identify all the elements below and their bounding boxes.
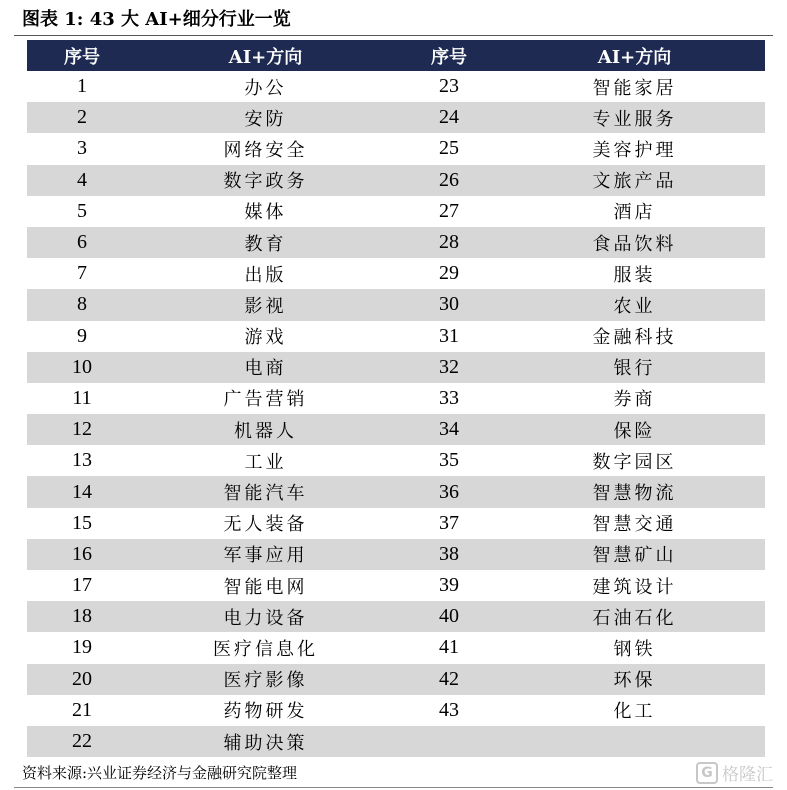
cell-right-number: 42: [394, 664, 504, 695]
industry-table: [27, 40, 765, 757]
cell-right-direction: 酒店: [613, 202, 656, 224]
table-row: [27, 133, 765, 164]
cell-left-number: 3: [77, 137, 87, 160]
cell-left-direction: 媒体: [244, 202, 287, 224]
table-row: [27, 321, 765, 352]
cell-right-direction: 银行: [504, 352, 765, 383]
cell-right-number: 32: [394, 352, 504, 383]
cell-left-number: 11: [72, 386, 92, 409]
table-row: [27, 508, 765, 539]
cell-left-number: 14: [27, 476, 137, 507]
table-row: [27, 695, 765, 726]
table-row: [27, 227, 765, 258]
cell-right-direction: 智慧交通: [592, 514, 677, 536]
cell-left-direction: 数字政务: [137, 165, 394, 196]
cell-right-direction: 石油石化: [504, 601, 765, 632]
cell-right-number: 27: [439, 199, 459, 222]
table-row: [27, 352, 765, 383]
table-row: [27, 71, 765, 102]
cell-left-direction: 辅助决策: [137, 726, 394, 757]
cell-right-number: 23: [439, 75, 459, 98]
cell-left-direction: 无人装备: [223, 514, 308, 536]
cell-left-direction: 医疗信息化: [213, 638, 318, 660]
cell-left-direction: 工业: [244, 451, 287, 473]
cell-left-number: 15: [72, 511, 92, 534]
cell-right-number: 33: [439, 386, 459, 409]
watermark-logo-icon: G: [696, 762, 718, 784]
cell-left-direction: 机器人: [137, 414, 394, 445]
source-note: 资料来源:兴业证券经济与金融研究院整理: [22, 764, 298, 782]
watermark-text: 格隆汇: [722, 765, 773, 785]
cell-right-direction: 券商: [613, 389, 656, 411]
watermark: [696, 760, 773, 785]
cell-left-number: 4: [27, 165, 137, 196]
cell-right-direction: 食品饮料: [504, 227, 765, 258]
cell-right-direction: 数字园区: [592, 451, 677, 473]
table-header: [27, 40, 765, 71]
cell-right-number: 41: [439, 636, 459, 659]
cell-right-direction: 美容护理: [592, 139, 677, 161]
cell-right-number: 38: [394, 539, 504, 570]
cell-left-number: 17: [72, 574, 92, 597]
table-row: [27, 601, 765, 632]
cell-right-direction: 环保: [504, 664, 765, 695]
table-row: [27, 445, 765, 476]
table-row: [27, 102, 765, 133]
table-row: [27, 664, 765, 695]
cell-left-direction: 广告营销: [223, 389, 308, 411]
cell-right-number: 35: [439, 449, 459, 472]
cell-left-direction: 安防: [137, 102, 394, 133]
table-row: [27, 196, 765, 227]
cell-left-direction: 电力设备: [137, 601, 394, 632]
cell-right-number: [394, 726, 504, 757]
cell-right-direction: 智能家居: [592, 77, 677, 99]
cell-left-number: 20: [27, 664, 137, 695]
cell-left-direction: 影视: [137, 289, 394, 320]
table-row: [27, 539, 765, 570]
cell-right-number: 29: [439, 262, 459, 285]
cell-right-direction: 专业服务: [504, 102, 765, 133]
cell-right-number: 31: [439, 324, 459, 347]
cell-left-direction: 药物研发: [223, 701, 308, 723]
table-row: [27, 476, 765, 507]
cell-right-number: 43: [439, 698, 459, 721]
cell-left-number: 19: [72, 636, 92, 659]
cell-right-number: 37: [439, 511, 459, 534]
cell-right-number: 26: [394, 165, 504, 196]
cell-right-direction: 化工: [613, 701, 656, 723]
cell-left-number: 16: [27, 539, 137, 570]
cell-left-number: 8: [27, 289, 137, 320]
cell-left-number: 2: [27, 102, 137, 133]
table-row: [27, 289, 765, 320]
cell-right-direction: 智慧物流: [504, 476, 765, 507]
title-divider: [14, 35, 773, 36]
cell-right-number: 28: [394, 227, 504, 258]
table-row: [27, 570, 765, 601]
cell-right-number: 24: [394, 102, 504, 133]
bottom-divider: [14, 787, 773, 788]
table-row: [27, 726, 765, 757]
header-left-number: 序号: [27, 40, 137, 71]
cell-left-number: 21: [72, 698, 92, 721]
cell-right-number: 40: [394, 601, 504, 632]
table-row: [27, 632, 765, 663]
cell-right-number: 36: [394, 476, 504, 507]
cell-right-direction: 金融科技: [592, 327, 677, 349]
header-row: [27, 40, 765, 71]
cell-left-number: 5: [77, 199, 87, 222]
cell-right-direction: 保险: [504, 414, 765, 445]
cell-left-number: 6: [27, 227, 137, 258]
cell-left-number: 13: [72, 449, 92, 472]
table-row: [27, 165, 765, 196]
cell-right-direction: 钢铁: [613, 638, 656, 660]
cell-right-direction: [504, 726, 765, 757]
table-body: [27, 71, 765, 757]
cell-left-direction: 游戏: [244, 327, 287, 349]
cell-right-number: 30: [394, 289, 504, 320]
cell-left-direction: 出版: [244, 264, 287, 286]
cell-right-direction: 农业: [504, 289, 765, 320]
cell-left-number: 22: [27, 726, 137, 757]
table-row: [27, 383, 765, 414]
table-row: [27, 258, 765, 289]
header-right-number: 序号: [394, 40, 504, 71]
cell-right-direction: 服装: [613, 264, 656, 286]
cell-right-direction: 建筑设计: [592, 576, 677, 598]
cell-left-direction: 医疗影像: [137, 664, 394, 695]
table-row: [27, 414, 765, 445]
cell-left-direction: 智能电网: [223, 576, 308, 598]
cell-left-number: 7: [77, 262, 87, 285]
cell-right-number: 25: [439, 137, 459, 160]
cell-left-number: 12: [27, 414, 137, 445]
cell-left-direction: 智能汽车: [137, 476, 394, 507]
cell-left-number: 18: [27, 601, 137, 632]
cell-right-number: 34: [394, 414, 504, 445]
header-left-direction: AI+方向: [137, 40, 394, 71]
cell-left-number: 10: [27, 352, 137, 383]
cell-left-direction: 办公: [244, 77, 287, 99]
cell-left-direction: 网络安全: [223, 139, 308, 161]
cell-left-direction: 电商: [137, 352, 394, 383]
cell-left-number: 9: [77, 324, 87, 347]
cell-right-direction: 智慧矿山: [504, 539, 765, 570]
cell-left-number: 1: [77, 75, 87, 98]
cell-left-direction: 教育: [137, 227, 394, 258]
header-right-direction: AI+方向: [504, 40, 765, 71]
figure-title: 图表 1: 43 大 AI+细分行业一览: [22, 9, 291, 30]
cell-left-direction: 军事应用: [137, 539, 394, 570]
cell-right-number: 39: [439, 574, 459, 597]
cell-right-direction: 文旅产品: [504, 165, 765, 196]
